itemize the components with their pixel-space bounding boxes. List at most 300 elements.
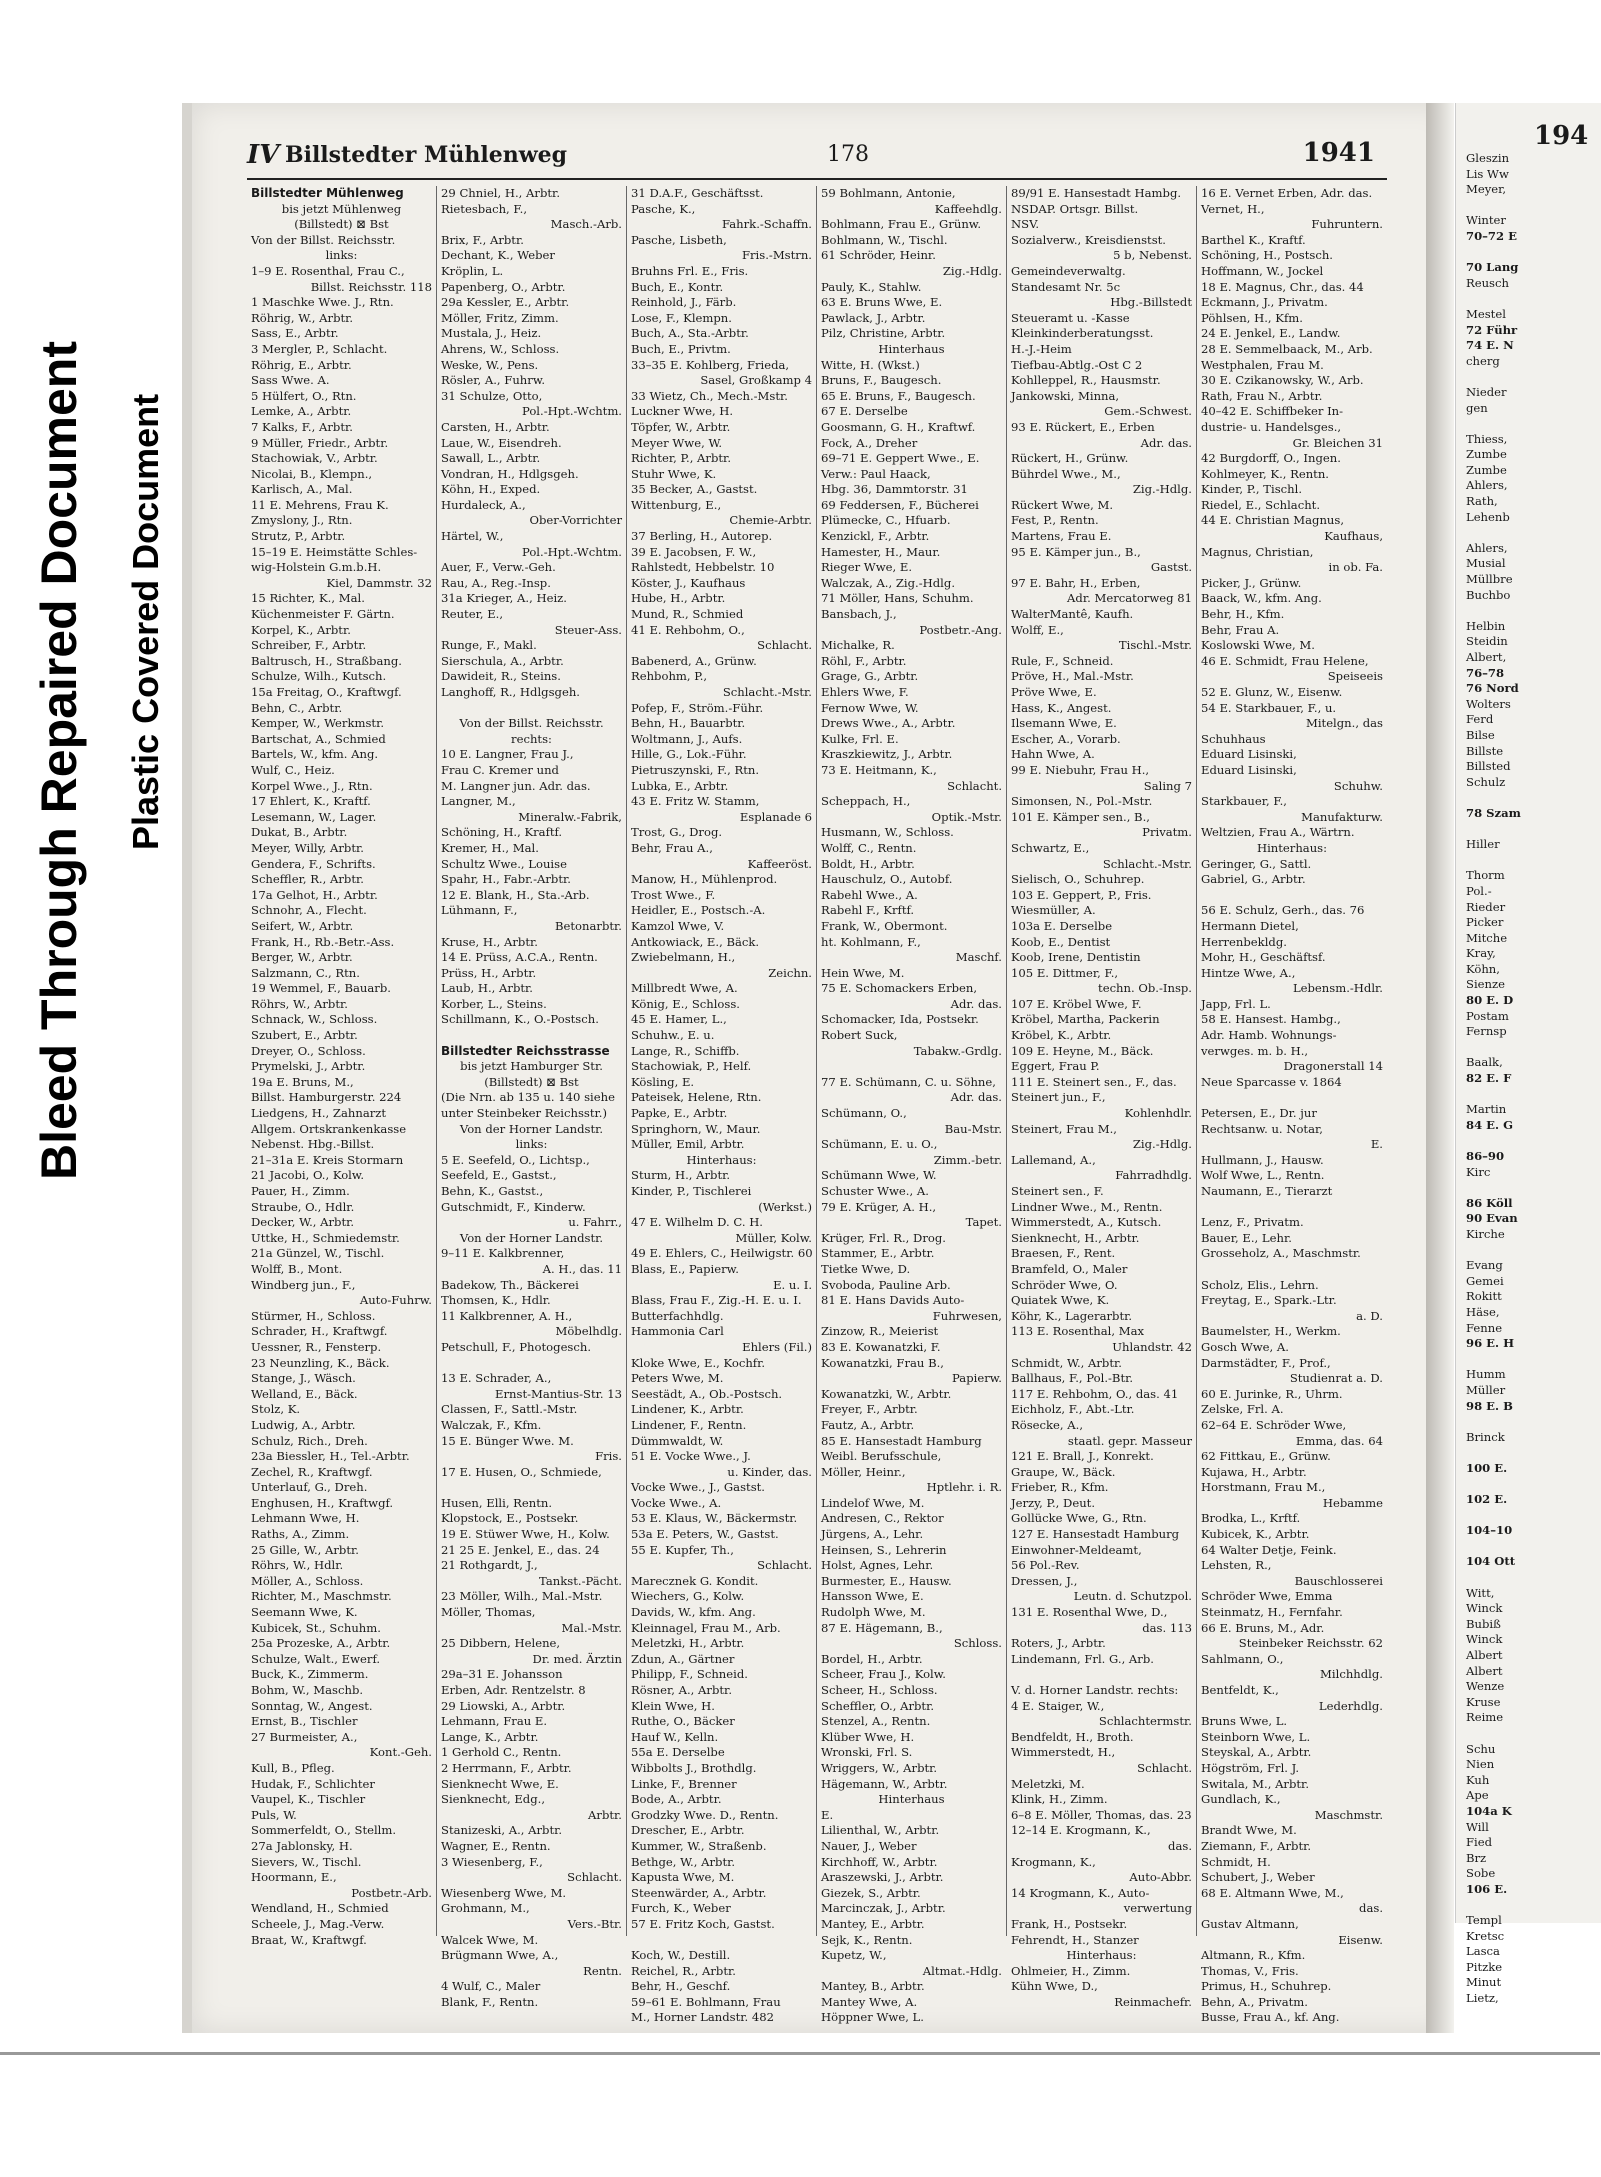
- directory-entry: Zimm.-betr.: [933, 1152, 1002, 1167]
- directory-entry: Eduard Lisinski,: [1201, 762, 1297, 777]
- directory-entry: Högström, Frl. J.: [1201, 1760, 1300, 1775]
- directory-entry: Gemeindeverwaltg.: [1011, 263, 1126, 278]
- directory-entry: Hinterhaus:: [1066, 1948, 1137, 1963]
- directory-entry: Kujawa, H., Arbtr.: [1201, 1464, 1307, 1479]
- directory-entry: Lehmann Wwe, H.: [251, 1511, 360, 1526]
- adjacent-page-line: [1456, 1726, 1601, 1742]
- directory-entry: 41 E. Rehbohm, O.,: [631, 622, 745, 637]
- directory-entry: Runge, F., Makl.: [441, 638, 537, 653]
- adjacent-page-line: Postam: [1466, 1008, 1509, 1023]
- directory-entry: Luckner Wwe, H.: [631, 404, 734, 419]
- directory-entry: Rückert Wwe, M.: [1011, 497, 1114, 512]
- directory-entry: Dressen, J.,: [1011, 1573, 1078, 1588]
- directory-entry: Bansbach, J.,: [821, 607, 897, 622]
- directory-entry: Scheffler, R., Arbtr.: [251, 872, 364, 887]
- directory-entry: Petschull, F., Photogesch.: [441, 1339, 592, 1354]
- adjacent-page-line: Templ: [1466, 1913, 1502, 1928]
- directory-entry: Kloke Wwe, E., Kochfr.: [631, 1355, 766, 1370]
- adjacent-page-line: Bilse: [1466, 727, 1495, 742]
- adjacent-page-line: gen: [1466, 400, 1488, 415]
- directory-entry: Schlacht.-Mstr.: [1102, 856, 1192, 871]
- directory-entry: 19 E. Stüwer Wwe, H., Kolw.: [441, 1527, 610, 1542]
- adjacent-page-line: Thiess,: [1466, 431, 1508, 446]
- directory-entry: Krogmann, K.,: [1011, 1854, 1096, 1869]
- directory-entry: NSDAP. Ortsgr. Billst.: [1011, 201, 1139, 216]
- directory-entry: Kühn Wwe, D.,: [1011, 1979, 1098, 1994]
- adjacent-page-line: [1456, 1414, 1601, 1430]
- adjacent-page-line: Martin: [1466, 1102, 1507, 1117]
- directory-entry: Eichholz, F., Abt.-Ltr.: [1011, 1402, 1135, 1417]
- directory-entry: 95 E. Kämper jun., B.,: [1011, 544, 1141, 559]
- directory-entry: 59 Bohlmann, Antonie,: [821, 186, 956, 200]
- directory-entry: Sierschula, A., Arbtr.: [441, 653, 564, 668]
- directory-entry: Sienknecht, H., Arbtr.: [1011, 1230, 1140, 1245]
- directory-entry: Meletzki, M.: [1011, 1776, 1085, 1791]
- directory-entry: 5 E. Seefeld, O., Lichtsp.,: [441, 1152, 590, 1167]
- directory-entry: 49 E. Ehlers, C., Heilwigstr. 60: [631, 1246, 813, 1261]
- adjacent-page-line: Thorm: [1466, 868, 1505, 883]
- directory-entry: 25 Gille, W., Arbtr.: [251, 1542, 359, 1557]
- directory-entry: 43 E. Fritz W. Stamm,: [631, 794, 760, 809]
- directory-entry: Hinterhaus: [878, 1792, 945, 1807]
- directory-entry: [441, 1028, 622, 1044]
- adjacent-page-line: Fied: [1466, 1835, 1493, 1850]
- directory-entry: Wendland, H., Schmied: [251, 1901, 389, 1916]
- directory-entry: Papke, E., Arbtr.: [631, 1106, 728, 1121]
- directory-entry: Von der Horner Landstr.: [459, 1121, 604, 1136]
- directory-entry: 11 E. Mehrens, Frau K.: [251, 497, 389, 512]
- directory-entry: Schuhw., E. u.: [631, 1028, 715, 1043]
- directory-entry: Hullmann, J., Hausw.: [1201, 1152, 1324, 1167]
- directory-entry: Kapusta Wwe, M.: [631, 1870, 735, 1885]
- directory-entry: Lange, R., Schiffb.: [631, 1043, 740, 1058]
- directory-entry: Schlacht.: [567, 1870, 622, 1885]
- adjacent-page-line: [1456, 1040, 1601, 1056]
- directory-entry: Mitelgn., das: [1305, 716, 1383, 731]
- directory-entry: 87 E. Hägemann, B.,: [821, 1620, 943, 1635]
- directory-entry: Trost, G., Drog.: [631, 825, 723, 840]
- directory-entry: Hauschulz, O., Autobf.: [821, 872, 953, 887]
- directory-entry: 37 Berling, H., Autorep.: [631, 529, 773, 544]
- directory-entry: 14 E. Prüss, A.C.A., Rentn.: [441, 950, 598, 965]
- directory-entry: 3 Mergler, P., Schlacht.: [251, 341, 388, 356]
- directory-entry: 85 E. Hansestadt Hamburg: [821, 1433, 982, 1448]
- directory-entry: 60 E. Jurinke, R., Uhrm.: [1201, 1386, 1343, 1401]
- adjacent-page-line: [1456, 790, 1601, 806]
- directory-entry: Magnus, Christian,: [1201, 544, 1314, 559]
- directory-entry: 29a Kessler, E., Arbtr.: [441, 295, 570, 310]
- directory-entry: 69 Feddersen, F., Bücherei: [821, 497, 979, 512]
- directory-entry: 127 E. Hansestadt Hamburg: [1011, 1527, 1180, 1542]
- directory-entry: 121 E. Brall, J., Konrekt.: [1011, 1449, 1154, 1464]
- directory-entry: Pol.-Hpt.-Wchtm.: [522, 544, 622, 559]
- directory-entry: Bordel, H., Arbtr.: [821, 1651, 923, 1666]
- directory-entry: (Billstedt) ⊠ Bst: [294, 217, 389, 232]
- directory-entry: Uhlandstr. 42: [1112, 1339, 1192, 1354]
- directory-entry: Hamester, H., Maur.: [821, 544, 941, 559]
- directory-entry: [441, 1480, 622, 1496]
- directory-entry: bis jetzt Hamburger Str.: [460, 1059, 603, 1074]
- directory-entry: 28 E. Semmelbaack, M., Arb.: [1201, 341, 1373, 356]
- directory-entry: Privatm.: [1142, 825, 1192, 840]
- directory-entry: 55a E. Derselbe: [631, 1745, 725, 1760]
- directory-entry: Schmidt, W., Arbtr.: [1011, 1355, 1122, 1370]
- directory-entry: Erben, Adr. Rentzelstr. 8: [441, 1683, 586, 1697]
- directory-entry: Jerzy, P., Deut.: [1011, 1495, 1096, 1510]
- directory-entry: Pol.-Hpt.-Wchtm.: [522, 404, 622, 419]
- adjacent-page-line: [1456, 853, 1601, 869]
- directory-entry: Davids, W., kfm. Ang.: [631, 1605, 756, 1620]
- directory-entry: 56 E. Schulz, Gerh., das. 76: [1201, 903, 1365, 918]
- directory-entry: Hbg.-Billstedt: [1110, 295, 1192, 310]
- directory-entry: Japp, Frl. L.: [1201, 996, 1271, 1011]
- adjacent-page-line: Bubiß: [1466, 1616, 1501, 1631]
- directory-entry: Lose, F., Klempn.: [631, 310, 732, 325]
- directory-entry: u. Kinder, das.: [727, 1464, 812, 1479]
- directory-entry: Langner, M.,: [441, 794, 516, 809]
- directory-entry: Bührdel Wwe., M.,: [1011, 466, 1121, 481]
- directory-entry: Laue, W., Eisendreh.: [441, 435, 562, 450]
- adjacent-page-line: Nieder: [1466, 384, 1507, 399]
- directory-entry: Windberg jun., F.,: [251, 1277, 356, 1292]
- directory-entry: Einwohner-Meldeamt,: [1011, 1542, 1142, 1557]
- directory-entry: rechts:: [511, 731, 552, 746]
- directory-entry: Saling 7: [1143, 778, 1192, 793]
- directory-entry: u. Fahrr.,: [568, 1215, 622, 1230]
- directory-entry: Rieger Wwe, E.: [821, 560, 913, 575]
- directory-entry: 2 Herrmann, F., Arbtr.: [441, 1760, 572, 1775]
- adjacent-page-line: 76 Nord: [1466, 681, 1519, 696]
- directory-entry: Drews Wwe., A., Arbtr.: [821, 716, 956, 731]
- directory-entry: Härtel, W.,: [441, 529, 504, 544]
- directory-entry: [1201, 1090, 1383, 1106]
- directory-entry: 113 E. Rosenthal, Max: [1011, 1324, 1145, 1339]
- directory-entry: Gutschmidt, F., Kinderw.: [441, 1199, 586, 1214]
- directory-entry: 58 E. Hansest. Hambg.,: [1201, 1012, 1341, 1027]
- directory-entry: Baltrusch, H., Straßbang.: [251, 653, 402, 668]
- directory-entry: Hudak, F., Schlichter: [251, 1776, 375, 1791]
- directory-entry: Pröve Wwe, E.: [1011, 685, 1097, 699]
- directory-entry: M., Horner Landstr. 482: [631, 2010, 774, 2025]
- directory-entry: Bauschlosserei: [1294, 1573, 1383, 1588]
- directory-entry: das. 113: [1142, 1620, 1192, 1635]
- street-title: Billstedter Mühlenweg: [285, 142, 568, 168]
- directory-entry: 66 E. Bruns, M., Adr.: [1201, 1620, 1325, 1635]
- directory-entry: Sienknecht, Edg.,: [441, 1792, 545, 1807]
- section-number: IV: [247, 140, 280, 170]
- directory-entry: 1 Gerhold C., Rentn.: [441, 1745, 562, 1760]
- directory-entry: Buch, E., Privtm.: [631, 341, 731, 356]
- adjacent-page-line: 78 Szam: [1466, 805, 1521, 820]
- directory-entry: Burmester, E., Hausw.: [821, 1573, 952, 1588]
- adjacent-page-line: Pol.-: [1466, 883, 1492, 898]
- directory-entry: 54 E. Starkbauer, F., u.: [1201, 700, 1337, 715]
- directory-entry: Walczak, A., Zig.-Hdlg.: [821, 575, 956, 590]
- directory-entry: Jürgens, A., Lehr.: [821, 1527, 924, 1542]
- directory-entry: Billst. Reichsstr. 118: [310, 279, 432, 294]
- directory-entry: Fahrk.-Schaffn.: [721, 217, 812, 232]
- directory-entry: Berger, W., Arbtr.: [251, 950, 353, 965]
- directory-entry: Ehlers Wwe, F.: [821, 685, 909, 699]
- directory-entry: Richter, M., Maschmstr.: [251, 1589, 392, 1604]
- directory-entry: Geringer, G., Sattl.: [1201, 856, 1312, 871]
- directory-entry: Klein Wwe, H.: [631, 1698, 715, 1713]
- directory-entry: 103 E. Geppert, P., Fris.: [1011, 887, 1152, 902]
- directory-entry: Husmann, W., Schloss.: [821, 825, 954, 840]
- adjacent-page-line: Kuh: [1466, 1772, 1490, 1787]
- directory-entry: 4 E. Staiger, W.,: [1011, 1698, 1105, 1713]
- adjacent-page-line: [1456, 603, 1601, 619]
- directory-entry: 29 Liowski, A., Arbtr.: [441, 1698, 566, 1713]
- adjacent-page-line: Rath,: [1466, 494, 1498, 509]
- directory-entry: Lehsten, R.,: [1201, 1558, 1272, 1573]
- year: 1941: [1302, 138, 1375, 168]
- directory-entry: Lange, K., Arbtr.: [441, 1729, 539, 1744]
- directory-entry: Köster, J., Kaufhaus: [631, 575, 746, 590]
- directory-entry: Lederhdlg.: [1318, 1698, 1383, 1713]
- directory-entry: 64 Walter Detje, Feink.: [1201, 1542, 1337, 1557]
- directory-entry: Gustav Altmann,: [1201, 1916, 1299, 1931]
- directory-entry: Decker, W., Arbtr.: [251, 1215, 355, 1230]
- directory-entry: 31 D.A.F., Geschäftsst.: [631, 186, 764, 200]
- directory-entry: Scheele, J., Mag.-Verw.: [251, 1916, 385, 1931]
- adjacent-page-line: Kirc: [1466, 1164, 1491, 1179]
- directory-entry: Husen, Elli, Rentn.: [441, 1495, 553, 1510]
- directory-entry: Postbetr.-Ang.: [919, 622, 1002, 637]
- directory-entry: Hoffmann, W., Jockel: [1201, 263, 1324, 278]
- directory-entry: Fuhrwesen,: [932, 1308, 1002, 1323]
- directory-entry: E. u. I.: [773, 1277, 812, 1292]
- directory-entry: Hoormann, E.,: [251, 1870, 337, 1885]
- adjacent-page-line: 102 E.: [1466, 1492, 1508, 1507]
- directory-entry: Millbredt Wwe, A.: [631, 981, 738, 996]
- directory-entry: verwges. m. b. H.,: [1201, 1043, 1309, 1058]
- adjacent-page-line: 106 E.: [1466, 1881, 1508, 1896]
- directory-entry: Billstedter Reichsstrasse: [441, 1043, 610, 1058]
- adjacent-page-line: Winter: [1466, 213, 1506, 228]
- directory-entry: Babenerd, A., Grünw.: [631, 653, 757, 668]
- directory-entry: Furch, K., Weber: [631, 1901, 731, 1916]
- directory-entry: Wolff, E.,: [1011, 622, 1064, 637]
- directory-entry: 99 E. Niebuhr, Frau H.,: [1011, 762, 1150, 777]
- directory-entry: 1 Maschke Wwe. J., Rtn.: [251, 295, 394, 310]
- adjacent-page-line: 90 Evan: [1466, 1211, 1518, 1226]
- directory-entry: Eisenw.: [1338, 1932, 1383, 1947]
- directory-entry: Kowanatzki, W., Arbtr.: [821, 1386, 952, 1401]
- directory-entry: 56 Pol.-Rev.: [1011, 1558, 1080, 1573]
- directory-entry: Wolff, C., Rentn.: [821, 840, 917, 855]
- adjacent-page-line: Lietz,: [1466, 1991, 1499, 2006]
- directory-entry: Schnack, W., Schloss.: [251, 1012, 378, 1027]
- adjacent-page-line: Fernsp: [1466, 1024, 1507, 1039]
- directory-entry: Herrenbekldg.: [1201, 934, 1287, 949]
- adjacent-page-line: 104a K: [1466, 1803, 1512, 1818]
- directory-entry: Kleinkinderberatungsst.: [1011, 326, 1154, 341]
- directory-entry: 17a Gelhot, H., Arbtr.: [251, 887, 378, 902]
- directory-entry: Walcek Wwe, M.: [441, 1932, 539, 1947]
- adjacent-page-line: cherg: [1466, 353, 1500, 368]
- adjacent-page-line: Nien: [1466, 1757, 1495, 1772]
- directory-entry: Koch, W., Destill.: [631, 1948, 731, 1963]
- adjacent-page-line: Kray,: [1466, 946, 1496, 961]
- directory-entry: Stange, J., Wäsch.: [251, 1371, 356, 1386]
- adjacent-page-line: [1456, 1476, 1601, 1492]
- directory-entry: Altmat.-Hdlg.: [922, 1963, 1002, 1978]
- directory-entry: Fris.: [595, 1449, 622, 1464]
- directory-entry: Fahrradhdlg.: [1115, 1168, 1192, 1183]
- directory-entry: Kremer, H., Mal.: [441, 840, 539, 855]
- directory-entry: Lubka, E., Arbtr.: [631, 778, 729, 793]
- directory-entry: Schloss.: [953, 1636, 1002, 1651]
- directory-entry: Nauer, J., Weber: [821, 1838, 917, 1853]
- page-header: [247, 138, 1387, 180]
- directory-entry: Schrader, H., Kraftwgf.: [251, 1324, 388, 1339]
- adjacent-page-line: [1456, 1445, 1601, 1461]
- directory-entry: 30 E. Czikanowsky, W., Arb.: [1201, 373, 1364, 388]
- directory-entry: Kaffeehdlg.: [934, 201, 1002, 216]
- directory-entry: Kemper, W., Werkmstr.: [251, 716, 385, 731]
- directory-entry: techn. Ob.-Insp.: [1098, 981, 1192, 996]
- directory-entry: Frau C. Kremer und: [441, 762, 559, 777]
- adjacent-page-line: Albert,: [1466, 650, 1507, 664]
- directory-entry: Meyer Wwe, W.: [631, 435, 723, 450]
- adjacent-page-line: Humm: [1466, 1367, 1506, 1382]
- directory-entry: 109 E. Heyne, M., Bäck.: [1011, 1043, 1154, 1058]
- directory-entry: Lesemann, W., Lager.: [251, 809, 377, 824]
- directory-entry: Meletzki, H., Arbtr.: [631, 1636, 745, 1651]
- adjacent-page-line: [1456, 1508, 1601, 1524]
- directory-entry: Antkowiack, E., Bäck.: [631, 934, 760, 949]
- adjacent-page-line: [1456, 245, 1601, 261]
- directory-entry: Küchenmeister F. Gärtn.: [251, 607, 395, 622]
- directory-entry: Stuhr Wwe, K.: [631, 466, 717, 481]
- directory-entry: 53a E. Peters, W., Gastst.: [631, 1527, 779, 1542]
- directory-entry: Möller, Heinr.,: [821, 1464, 906, 1479]
- directory-entry: Hebamme: [1322, 1495, 1383, 1510]
- directory-entry: 9–11 E. Kalkbrenner,: [441, 1246, 565, 1261]
- directory-entry: 13 E. Schrader, A.,: [441, 1371, 552, 1386]
- directory-entry: 81 E. Hans Davids Auto-: [821, 1293, 965, 1308]
- directory-entry: 42 Burgdorff, O., Ingen.: [1201, 451, 1341, 466]
- directory-entry: Goosmann, G. H., Kraftwf.: [821, 419, 976, 434]
- directory-entry: Mal.-Mstr.: [561, 1620, 622, 1635]
- adjacent-page-line: Will: [1466, 1819, 1489, 1834]
- directory-entry: a. D.: [1356, 1308, 1383, 1323]
- directory-entry: 29 Chniel, H., Arbtr.: [441, 186, 561, 200]
- directory-entry: 15 E. Bünger Wwe. M.: [441, 1433, 574, 1448]
- directory-entry: Hein Wwe, M.: [821, 965, 905, 980]
- directory-entry: Lehmann, Frau E.: [441, 1714, 548, 1729]
- directory-entry: Seemann Wwe, K.: [251, 1605, 358, 1620]
- directory-entry: 27a Jablonsky, H.: [251, 1838, 353, 1853]
- directory-entry: Graupe, W., Bäck.: [1011, 1464, 1116, 1479]
- directory-entry: [1201, 1200, 1383, 1216]
- adjacent-page-line: Ferd: [1466, 712, 1494, 727]
- directory-entry: E.: [1370, 1137, 1383, 1152]
- adjacent-page-line: Picker: [1466, 915, 1504, 930]
- directory-entry: Papierw.: [952, 1371, 1002, 1386]
- directory-entry: Marcinczak, J., Arbtr.: [821, 1901, 946, 1916]
- directory-entry: Grodzky Wwe. D., Rentn.: [631, 1807, 779, 1822]
- directory-entry: Pateisek, Helene, Rtn.: [631, 1090, 762, 1105]
- directory-entry: Strutz, P., Arbtr.: [251, 529, 346, 544]
- directory-entry: 18 E. Magnus, Chr., das. 44: [1201, 279, 1364, 294]
- directory-entry: Stolz, K.: [251, 1402, 301, 1417]
- directory-entry: Hägemann, W., Arbtr.: [821, 1776, 948, 1791]
- directory-entry: Busse, Frau A., kf. Ang.: [1201, 2010, 1340, 2025]
- directory-entry: Brügmann Wwe, A.,: [441, 1948, 559, 1963]
- directory-entry: Schuhw.: [1333, 778, 1383, 793]
- directory-entry: Zeichn.: [768, 965, 812, 980]
- directory-entry: Frank, H., Rb.-Betr.-Ass.: [251, 934, 395, 949]
- directory-entry: Sejk, K., Rentn.: [821, 1932, 913, 1947]
- directory-entry: Starkbauer, F.,: [1201, 794, 1287, 809]
- directory-page: [247, 138, 1387, 2025]
- directory-entry: Lindner Wwe., M., Rentn.: [1011, 1199, 1163, 1214]
- directory-entry: 21 Rothgardt, J.,: [441, 1558, 538, 1573]
- directory-entry: Prüss, H., Arbtr.: [441, 965, 537, 980]
- directory-entry: 63 E. Bruns Wwe, E.: [821, 295, 943, 310]
- directory-entry: Schulz, Rich., Dreh.: [251, 1433, 368, 1448]
- directory-entry: Müller, Emil, Arbtr.: [631, 1137, 745, 1152]
- directory-entry: 47 E. Wilhelm D. C. H.: [631, 1215, 763, 1230]
- directory-entry: Eggert, Frau P.: [1011, 1059, 1100, 1074]
- directory-entry: Fris.-Mstrn.: [741, 248, 812, 263]
- directory-entry: 93 E. Rückert, E., Erben: [1011, 419, 1155, 434]
- adjacent-page-line: Billsted: [1466, 759, 1511, 774]
- directory-entry: Vocke Wwe., A.: [631, 1495, 722, 1510]
- directory-entry: Roters, J., Arbtr.: [1011, 1636, 1106, 1651]
- directory-entry: Heinsen, S., Lehrerin: [821, 1542, 947, 1557]
- directory-entry: Baack, W., kfm. Ang.: [1201, 591, 1322, 606]
- directory-entry: Bramfeld, O., Maler: [1011, 1261, 1128, 1276]
- directory-entry: Jankowski, Minna,: [1011, 388, 1120, 403]
- directory-entry: Hass, K., Angest.: [1011, 700, 1112, 715]
- directory-entry: Sommerfeldt, O., Stellm.: [251, 1823, 397, 1838]
- directory-entry: Reichel, R., Arbtr.: [631, 1963, 736, 1978]
- directory-entry: Switala, M., Arbtr.: [1201, 1776, 1310, 1791]
- adjacent-page-line: [1456, 1243, 1601, 1259]
- directory-entry: Grage, G., Arbtr.: [821, 669, 919, 684]
- directory-entry: Schlachtermstr.: [1098, 1714, 1192, 1729]
- directory-entry: Nebenst. Hbg.-Billst.: [251, 1137, 375, 1152]
- directory-entry: 69–71 E. Geppert Wwe., E.: [821, 451, 980, 466]
- directory-entry: Ballhaus, F., Pol.-Btr.: [1011, 1371, 1134, 1386]
- directory-entry: Boldt, H., Arbtr.: [821, 856, 915, 871]
- directory-entry: Zig.-Hdlg.: [1132, 482, 1192, 497]
- directory-entry: Sturm, H., Arbtr.: [631, 1168, 731, 1183]
- directory-entry: Lallemand, A.,: [1011, 1152, 1096, 1167]
- adjacent-page-line: Mitche: [1466, 930, 1508, 945]
- overlay-label-sub: Plastic Covered Document: [125, 393, 166, 850]
- directory-entry: 101 E. Kämper sen., B.,: [1011, 809, 1150, 824]
- adjacent-page-line: 86 Köll: [1466, 1195, 1513, 1210]
- directory-entry: Butterfachhdlg.: [631, 1308, 724, 1323]
- directory-entry: 7 Kalks, F., Arbtr.: [251, 419, 353, 434]
- directory-entry: Bohlmann, Frau E., Grünw.: [821, 217, 982, 232]
- directory-entry: M. Langner jun. Adr. das.: [441, 778, 591, 793]
- directory-entry: Behn, C., Arbtr.: [251, 700, 343, 715]
- directory-entry: 40–42 E. Schiffbeker In-: [1201, 404, 1344, 419]
- directory-entry: Gendera, F., Schrifts.: [251, 856, 376, 871]
- directory-entry: Hurdaleck, A.,: [441, 497, 526, 512]
- directory-entry: Behr, Frau A.,: [631, 840, 713, 855]
- directory-entry: Hbg. 36, Dammtorstr. 31: [821, 482, 968, 497]
- directory-entry: 19 Wemmel, F., Bauarb.: [251, 981, 391, 996]
- directory-entry: Scheffler, O., Arbtr.: [821, 1698, 935, 1713]
- directory-entry: Manufakturw.: [1301, 809, 1383, 824]
- directory-entry: Marecznek G. Kondit.: [631, 1573, 759, 1588]
